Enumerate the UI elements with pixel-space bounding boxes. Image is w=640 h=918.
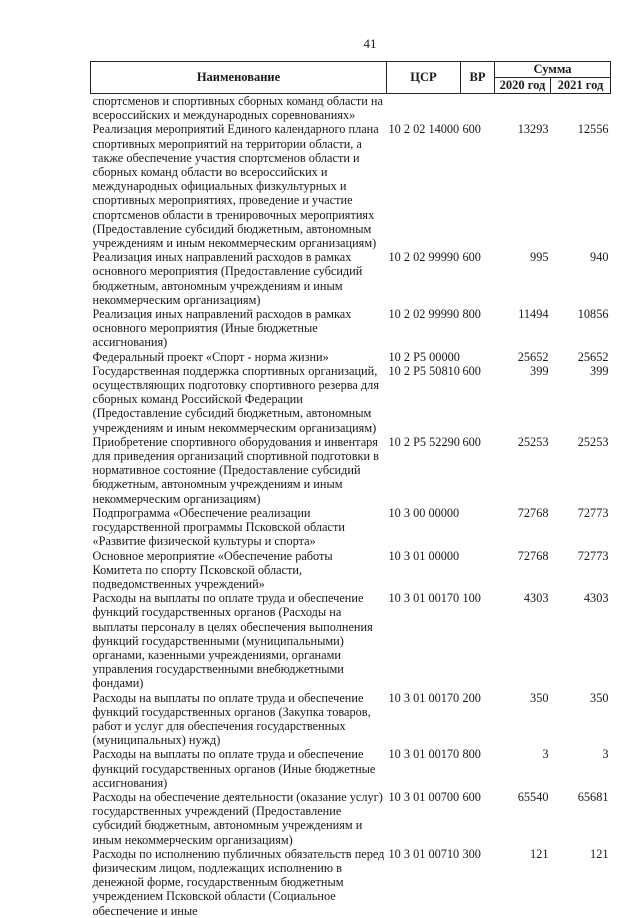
row-sum-2021: 25253 [577, 434, 609, 449]
row-vr: 600 [462, 122, 481, 137]
row-csr: 10 2 P5 52290 [388, 434, 460, 449]
header-sum: Сумма [495, 62, 611, 78]
row-sum-2021: 399 [590, 363, 609, 378]
row-csr: 10 3 01 00710 [388, 846, 460, 861]
header-year-2020: 2020 год [495, 78, 551, 94]
table-row [91, 506, 611, 549]
row-sum-2020: 399 [530, 363, 549, 378]
row-sum-2021: 121 [590, 846, 609, 861]
row-csr [387, 94, 461, 123]
row-name: Расходы по исполнению публичных обязательств перед физическим лицом, подлежащих исполнению в денежной форме, государственным бюджетным учреждением Псковской области (Социальное обеспечение и иные [92, 846, 385, 918]
row-sum-2021 [551, 94, 611, 123]
table-body [91, 94, 611, 918]
row-csr: 10 3 01 00170 [388, 690, 460, 705]
row-name: Расходы на обеспечение деятельности (оказание услуг) государственных учреждений (Предоставление субсидий бюджетным, автономным учреждениям и иным некоммерческим организациям) [92, 789, 383, 847]
row-name: Подпрограмма «Обеспечение реализации государственной программы Псковской области «Развитие физической культуры и спорта» [92, 505, 345, 549]
row-name: Реализация иных направлений расходов в рамках основного мероприятия (Иные бюджетные ассигнования) [92, 307, 352, 350]
row-sum-2021: 10856 [577, 307, 609, 322]
table-row [91, 435, 611, 506]
row-name: Приобретение спортивного оборудования и инвентаря для приведения организаций спортивной подготовки в нормативное состояние (Предоставление субсидий бюджетным, автономным учреждениям и иным некоммерческим организациям) [92, 434, 379, 506]
row-vr [461, 350, 495, 364]
row-sum-2021: 72773 [577, 505, 609, 520]
row-sum-2020: 121 [530, 846, 549, 861]
row-sum-2020: 3 [542, 747, 549, 762]
row-vr [461, 549, 495, 592]
row-sum-2020: 72768 [517, 505, 549, 520]
header-csr: ЦСР [387, 62, 461, 94]
row-name: Реализация мероприятий Единого календарного плана спортивных мероприятий на территории области, а также обеспечение участия спортсменов области и сборных команд области во всероссийских и международных официальных физкультурных и спортивных мероприятиях, проведение и участие спортсменов области в тренировочных мероприятиях (Предоставление субсидий бюджетным, автономным учреждениям и иным некоммерческим организациям) [92, 122, 379, 251]
row-csr: 10 2 02 14000 [388, 122, 460, 137]
table-row [91, 549, 611, 592]
row-sum-2021: 3 [602, 747, 609, 762]
row-sum-2020: 4303 [523, 591, 549, 606]
table-row [91, 847, 611, 918]
row-vr: 300 [462, 846, 481, 861]
header-year-2021: 2021 год [551, 78, 611, 94]
table-row [91, 790, 611, 847]
row-vr [461, 94, 495, 123]
row-csr: 10 2 02 99990 [388, 250, 460, 265]
table-row [91, 747, 611, 790]
row-sum-2020: 11494 [518, 307, 549, 322]
header-vr: ВР [461, 62, 495, 94]
row-csr: 10 3 01 00170 [388, 591, 460, 606]
row-sum-2020: 350 [530, 690, 549, 705]
row-name: Расходы на выплаты по оплате труда и обеспечение функций государственных органов (Закупка товаров, работ и услуг для обеспечения государственных (муниципальных) нужд) [92, 690, 371, 748]
row-sum-2021: 12556 [577, 122, 609, 137]
row-name: Реализация иных направлений расходов в рамках основного мероприятия (Предоставление субсидий бюджетным, автономным учреждениям и иным некоммерческим организациям) [92, 250, 363, 307]
row-csr: 10 2 P5 00000 [388, 349, 460, 364]
row-csr: 10 2 02 99990 [388, 307, 460, 322]
row-name: Федеральный проект «Спорт - норма жизни» [92, 349, 329, 364]
row-vr: 800 [462, 747, 481, 762]
row-sum-2021: 65681 [577, 789, 609, 804]
row-name: Расходы на выплаты по оплате труда и обеспечение функций государственных органов (Расходы на выплаты персоналу в целях обеспечения выполнения функций государственными (муниципальными) органами, казенными учреждениями, органами управления государственными внебюджетными фондами) [92, 591, 373, 691]
table-row [91, 691, 611, 748]
row-vr: 200 [462, 690, 481, 705]
row-sum-2020: 13293 [517, 122, 549, 137]
row-sum-2020: 65540 [517, 789, 549, 804]
row-sum-2020: 995 [530, 250, 549, 265]
row-name: спортсменов и спортивных сборных команд области на всероссийских и международных соревнованиях» [92, 94, 383, 123]
row-sum-2020: 25253 [517, 434, 549, 449]
row-sum-2020: 72768 [517, 548, 549, 563]
table-row [91, 307, 611, 350]
row-sum-2021: 72773 [577, 548, 609, 563]
row-csr: 10 3 00 00000 [388, 505, 460, 520]
table-row [91, 591, 611, 690]
budget-table [90, 61, 611, 918]
row-vr: 600 [462, 363, 481, 378]
row-vr: 800 [462, 307, 481, 322]
header-name: Наименование [91, 62, 387, 94]
table-header [91, 62, 611, 94]
row-sum-2021: 350 [590, 690, 609, 705]
table-row [91, 94, 611, 123]
table-row [91, 364, 611, 435]
table-row [91, 250, 611, 307]
row-csr: 10 3 01 00000 [388, 548, 460, 563]
table-row [91, 122, 611, 250]
row-vr: 600 [462, 250, 481, 265]
row-sum-2021: 4303 [583, 591, 609, 606]
page-number: 41 [363, 36, 377, 51]
table-row [91, 350, 611, 364]
row-vr: 100 [462, 591, 481, 606]
row-name: Расходы на выплаты по оплате труда и обеспечение функций государственных органов (Иные бюджетные ассигнования) [92, 747, 376, 790]
row-csr: 10 3 01 00700 [388, 789, 460, 804]
row-sum-2021: 25652 [577, 349, 609, 364]
row-vr [461, 506, 495, 549]
row-vr: 600 [462, 789, 481, 804]
row-csr: 10 2 P5 50810 [388, 363, 460, 378]
row-csr: 10 3 01 00170 [388, 747, 460, 762]
row-vr: 600 [462, 434, 481, 449]
row-name: Государственная поддержка спортивных организаций, осуществляющих подготовку спортивного резерва для сборных команд Российской Федерации (Предоставление субсидий бюджетным, автономным учреждениям и иным некоммерческим организациям) [92, 363, 379, 435]
row-name: Основное мероприятие «Обеспечение работы Комитета по спорту Псковской области, подведомственных учреждений» [92, 548, 333, 591]
row-sum-2020: 25652 [517, 349, 549, 364]
row-sum-2021: 940 [590, 250, 609, 265]
row-sum-2020 [495, 94, 551, 123]
